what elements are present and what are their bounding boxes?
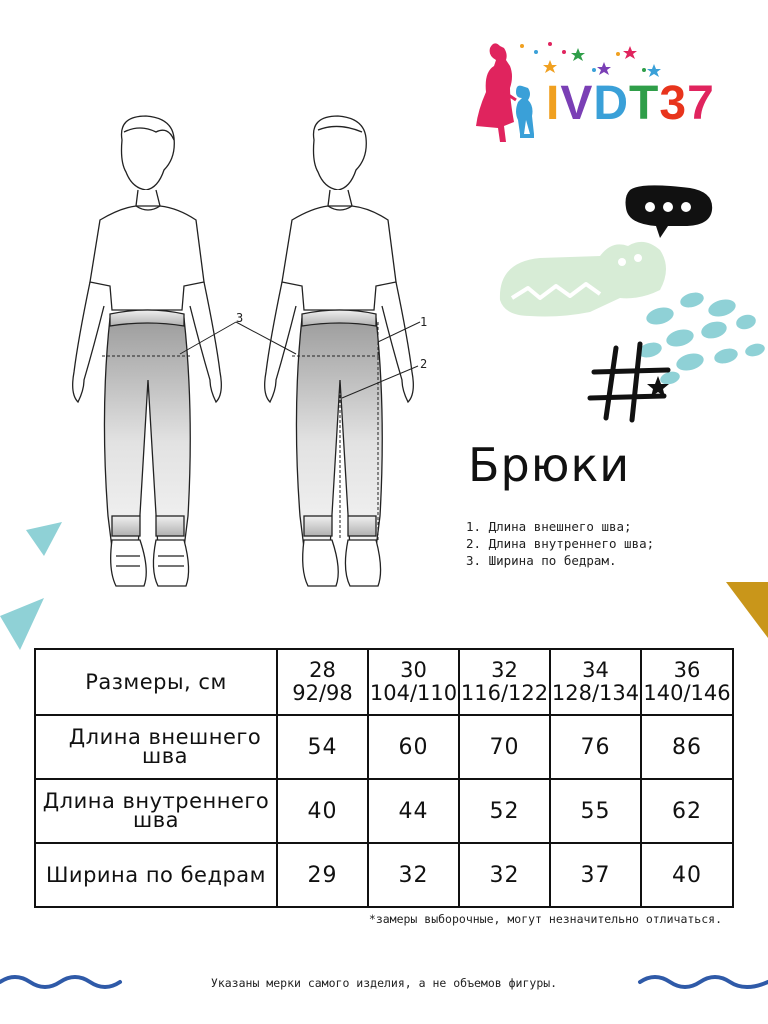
- table-header-label: Размеры, см: [35, 649, 277, 715]
- table-cell: 52: [459, 779, 550, 843]
- page-title: Брюки: [468, 438, 631, 492]
- logo-stars: [540, 40, 670, 80]
- teal-triangle: [26, 522, 62, 556]
- brand-letter: T: [629, 77, 660, 130]
- size-height: 92/98: [292, 681, 353, 705]
- measure-label-3: 3: [236, 311, 244, 325]
- brand-letter: I: [546, 77, 561, 130]
- table-cell: 29: [277, 843, 368, 907]
- size-height: 128/134: [551, 681, 640, 705]
- measurement-legend: [466, 518, 654, 569]
- mustard-triangle: [726, 582, 768, 638]
- size-height: 104/110: [369, 681, 458, 705]
- table-cell: 76: [550, 715, 641, 779]
- brand-letter: 3: [659, 77, 688, 130]
- table-cell: 40: [277, 779, 368, 843]
- teal-triangle-large: [0, 598, 44, 650]
- woman-figure: [476, 43, 514, 142]
- table-cell: 62: [641, 779, 733, 843]
- brand-logo: [546, 77, 715, 130]
- size-waist: 32: [491, 658, 518, 682]
- size-waist: 28: [309, 658, 336, 682]
- table-cell: 44: [368, 779, 459, 843]
- footer-text: Указаны мерки самого изделия, а не объемов фигуры.: [210, 976, 558, 990]
- size-waist: 34: [582, 658, 609, 682]
- legend-item: 3. Ширина по бедрам.: [466, 553, 617, 568]
- figure-front: [73, 116, 222, 586]
- size-column-header: [368, 649, 459, 715]
- size-column-header: [641, 649, 733, 715]
- table-header-row: [35, 649, 733, 715]
- table-cell: 86: [641, 715, 733, 779]
- row-label: Длина внешнего шва: [35, 715, 277, 779]
- measure-label-2: 2: [420, 357, 428, 371]
- legend-item: 2. Длина внутреннего шва;: [466, 536, 655, 551]
- measure-label-1: 1: [420, 315, 428, 329]
- table-cell: 70: [459, 715, 550, 779]
- crocodile-icon: [500, 242, 666, 317]
- table-cell: 32: [368, 843, 459, 907]
- size-column-header: [459, 649, 550, 715]
- table-cell: 32: [459, 843, 550, 907]
- table-cell: 55: [550, 779, 641, 843]
- table-row: [35, 779, 733, 843]
- brand-letter: D: [593, 77, 630, 130]
- size-table: [34, 648, 734, 908]
- brand-letter: 7: [687, 77, 715, 130]
- measurement-note: *замеры выборочные, могут незначительно отличаться.: [368, 912, 722, 926]
- size-waist: 36: [673, 658, 701, 682]
- pants-illustration: [60, 110, 440, 590]
- table-cell: 54: [277, 715, 368, 779]
- row-label: Длина внутреннего шва: [35, 779, 277, 843]
- legend-item: 1. Длина внешнего шва;: [466, 519, 632, 534]
- size-height: 140/146: [643, 681, 731, 705]
- size-column-header: [550, 649, 641, 715]
- figure-back: [265, 116, 414, 586]
- child-figure: [516, 86, 534, 134]
- row-label: Ширина по бедрам: [35, 843, 277, 907]
- hashtag-icon: [590, 344, 669, 420]
- size-height: 116/122: [460, 681, 549, 705]
- table-row: [35, 843, 733, 907]
- size-column-header: [277, 649, 368, 715]
- table-row: [35, 715, 733, 779]
- speech-bubble-icon: [626, 185, 713, 238]
- brand-letter: V: [560, 77, 594, 130]
- table-cell: 60: [368, 715, 459, 779]
- table-cell: 37: [550, 843, 641, 907]
- size-waist: 30: [400, 658, 427, 682]
- table-cell: 40: [641, 843, 733, 907]
